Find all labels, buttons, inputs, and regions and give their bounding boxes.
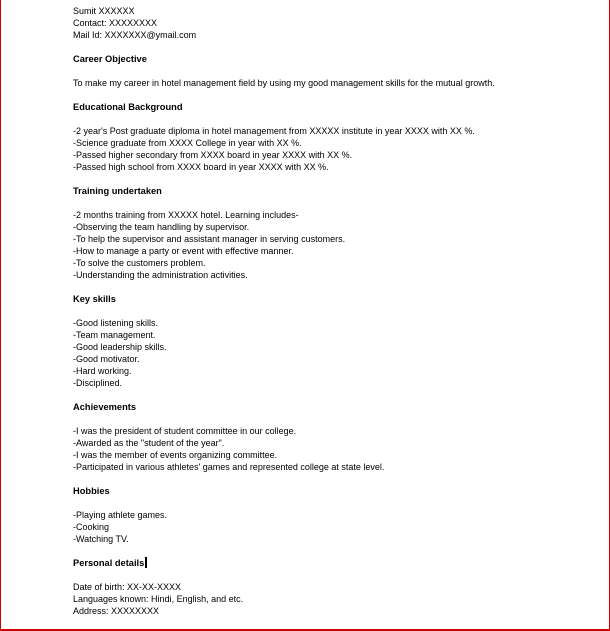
personal-details-heading-row[interactable] [73,557,603,569]
training-heading: Training undertaken [73,186,162,196]
skill-item: -Hard working. [73,366,132,376]
personal-item: Languages known: Hindi, English, and etc. [73,594,244,604]
personal-item: Address: XXXXXXXX [73,606,160,616]
career-objective-heading: Career Objective [73,54,147,64]
skill-item: -Disciplined. [73,378,123,388]
education-item: -Science graduate from XXXX College in year with XX %. [73,138,302,148]
mail-line: Mail Id: XXXXXXX@ymail.com [73,30,197,40]
training-item: -How to manage a party or event with effective manner. [73,246,294,256]
training-item: -To help the supervisor and assistant manager in serving customers. [73,234,346,244]
education-item: -Passed high school from XXXX board in year XXXX with XX %. [73,162,329,172]
career-objective-text: To make my career in hotel management field by using my good management skills for the mutual growth. [73,78,495,88]
training-item: -To solve the customers problem. [73,258,206,268]
contact-line: Contact: XXXXXXXX [73,18,158,28]
achievement-item: -Awarded as the "student of the year". [73,438,225,448]
personal-details-heading: Personal details [73,558,145,568]
hobby-item: -Playing athlete games. [73,510,168,520]
achievements-heading: Achievements [73,402,137,412]
training-item: -Observing the team handling by supervisor. [73,222,250,232]
personal-item: Date of birth: XX-XX-XXXX [73,582,182,592]
skill-item: -Team management. [73,330,156,340]
resume-body [73,5,603,617]
hobby-item: -Watching TV. [73,534,129,544]
key-skills-heading: Key skills [73,294,116,304]
education-heading: Educational Background [73,102,183,112]
achievement-item: -I was the president of student committee in our college. [73,426,297,436]
achievement-item: -Participated in various athletes' games and represented college at state level. [73,462,385,472]
education-item: -Passed higher secondary from XXXX board in year XXXX with XX %. [73,150,353,160]
hobby-item: -Cooking [73,522,110,532]
achievement-item: -I was the member of events organizing committee. [73,450,278,460]
training-item: -2 months training from XXXXX hotel. Learning includes- [73,210,299,220]
hobbies-heading: Hobbies [73,486,110,496]
skill-item: -Good motivator. [73,354,140,364]
skill-item: -Good listening skills. [73,318,159,328]
training-item: -Understanding the administration activities. [73,270,248,280]
text-cursor [145,557,147,568]
education-item: -2 year's Post graduate diploma in hotel management from XXXXX institute in year XXXX with XX %. [73,126,475,136]
candidate-name: Sumit XXXXXX [73,6,135,16]
skill-item: -Good leadership skills. [73,342,167,352]
